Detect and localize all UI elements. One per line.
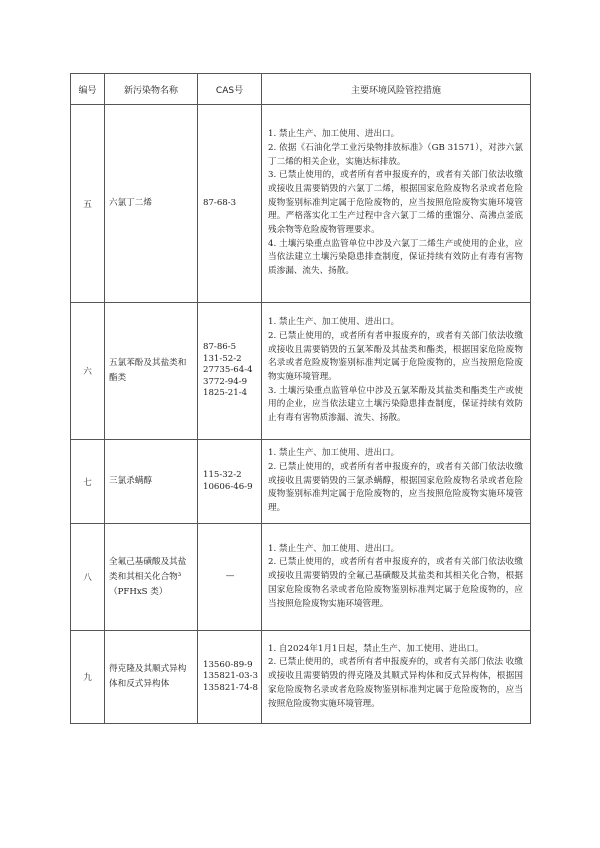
measure-item: 2. 已禁止使用的，或者所有者申报废弃的，或者有关部门依法收缴或接收且需要销毁的三氯杀螨醇，根据国家危险废物名录或者危险废物鉴别标准判定属于危险废物的，应当按照危险废物实施环境管理。: [268, 461, 523, 514]
cas-number: 27735-64-4: [203, 365, 253, 376]
cas-number: 131-52-2: [203, 353, 242, 364]
measure-item: 1. 禁止生产、加工使用、进出口。: [268, 448, 400, 459]
measure-item: 3. 已禁止使用的，或者所有者申报废弃的，或者有关部门依法收缴或接收且需要销毁的六氯丁二烯，根据国家危险废物名录或者危险废物鉴别标准判定属于危险废物的，应当按照危险废物实施环境管理。严格落实化工生产过程中含六氯丁二烯的重馏分、高沸点釜底残余物等危险废物管理要求。: [268, 170, 523, 236]
cas-number: 135821-74-8: [203, 682, 259, 693]
measure-item: 4. 土壤污染重点监管单位中涉及六氯丁二烯生产或使用的企业，应当依法建立土壤污染隐患排查制度，保证持续有效防止有毒有害物质渗漏、流失、扬散。: [268, 238, 523, 277]
measure-item: 2. 已禁止使用的，或者所有者申报废弃的，或者有关部门依法 收缴或接收且需要销毁的得克隆及其顺式异构体和反式异构体，根据国家危险废物名录或者危险废物鉴别标准判定属于危险废物的，应当按照危险废物实施环境管理。: [268, 657, 523, 709]
measure-item: 1. 自2024年1月1日起，禁止生产、加工使用、进出口。: [268, 643, 484, 654]
measure-item: 1. 禁止生产、加工使用、进出口。: [268, 317, 400, 328]
pollutant-name: 全氟己基磺酸及其盐类和其相关化合物³（PFHxS 类）: [105, 524, 198, 631]
cas-number: 13560-89-9: [203, 659, 253, 670]
header-cas: CAS号: [198, 74, 262, 105]
measures-cell: [262, 631, 531, 724]
row-number: 八: [71, 524, 105, 631]
cas-cell: [198, 524, 262, 631]
measure-item: 2. 已禁止使用的，或者所有者申报废弃的，或者有关部门依法收缴或接收且需要销毁的五氯苯酚及其盐类和酯类，根据国家危险废物名录或者危险废物鉴别标准判定属于危险废物的，应当按照危险废物实施环境管理。: [268, 330, 523, 382]
row-number: 六: [71, 303, 105, 440]
header-name: 新污染物名称: [105, 74, 198, 105]
table-row: [71, 440, 531, 524]
cas-number: 115-32-2: [203, 470, 242, 480]
row-number: 五: [71, 105, 105, 303]
pollutant-table: [70, 73, 531, 724]
measures-cell: [262, 440, 531, 524]
measures-cell: [262, 524, 531, 631]
cas-number: 1825-21-4: [203, 388, 248, 399]
pollutant-name: 六氯丁二烯: [105, 105, 198, 303]
pollutant-name: 得克隆及其顺式异构体和反式异构体: [105, 631, 198, 724]
header-measures: 主要环境风险管控措施: [262, 74, 531, 105]
measure-item: 3. 土壤污染重点监管单位中涉及五氯苯酚及其盐类和酯类生产或使用的企业，应当依法建立土壤污染隐患排查制度，保证持续有效防止有毒有害物质渗漏、流失、扬散。: [268, 385, 523, 424]
row-number: 九: [71, 631, 105, 724]
cas-number: 10606-46-9: [203, 481, 253, 492]
table-row: [71, 631, 531, 724]
measure-item: 1. 禁止生产、加工使用、进出口。: [268, 129, 400, 140]
row-number: 七: [71, 440, 105, 524]
cas-cell: [198, 105, 262, 303]
measures-cell: [262, 303, 531, 440]
table-header-row: [71, 74, 531, 105]
pollutant-name: 三氯杀螨醇: [105, 440, 198, 524]
measure-item: 2. 已禁止使用的，或者所有者申报废弃的，或者有关部门依法收缴或接收且需要销毁的全氟己基磺酸及其盐类和其相关化合物，根据国家危险废物名录或者危险废物鉴别标准判定属于危险废物的，应当按照危险废物实施环境管理。: [268, 557, 523, 609]
cas-number: —: [225, 571, 235, 582]
measure-item: 2. 依据《石油化学工业污染物排放标准》（GB 31571），对涉六氯丁二烯的相关企业，实施达标排放。: [268, 142, 523, 167]
cas-cell: [198, 303, 262, 440]
measure-item: 1. 禁止生产、加工使用、进出口。: [268, 543, 400, 554]
measures-cell: [262, 105, 531, 303]
table-row: [71, 303, 531, 440]
cas-number: 3772-94-9: [203, 376, 248, 387]
cas-cell: [198, 631, 262, 724]
cas-number: 135821-03-3: [203, 671, 259, 682]
cas-number: 87-86-5: [203, 342, 237, 353]
table-row: [71, 524, 531, 631]
header-number: 编号: [71, 74, 105, 105]
pollutant-name: 五氯苯酚及其盐类和酯类: [105, 303, 198, 440]
table-row: [71, 105, 531, 303]
cas-number: 87-68-3: [203, 197, 237, 208]
cas-cell: [198, 440, 262, 524]
